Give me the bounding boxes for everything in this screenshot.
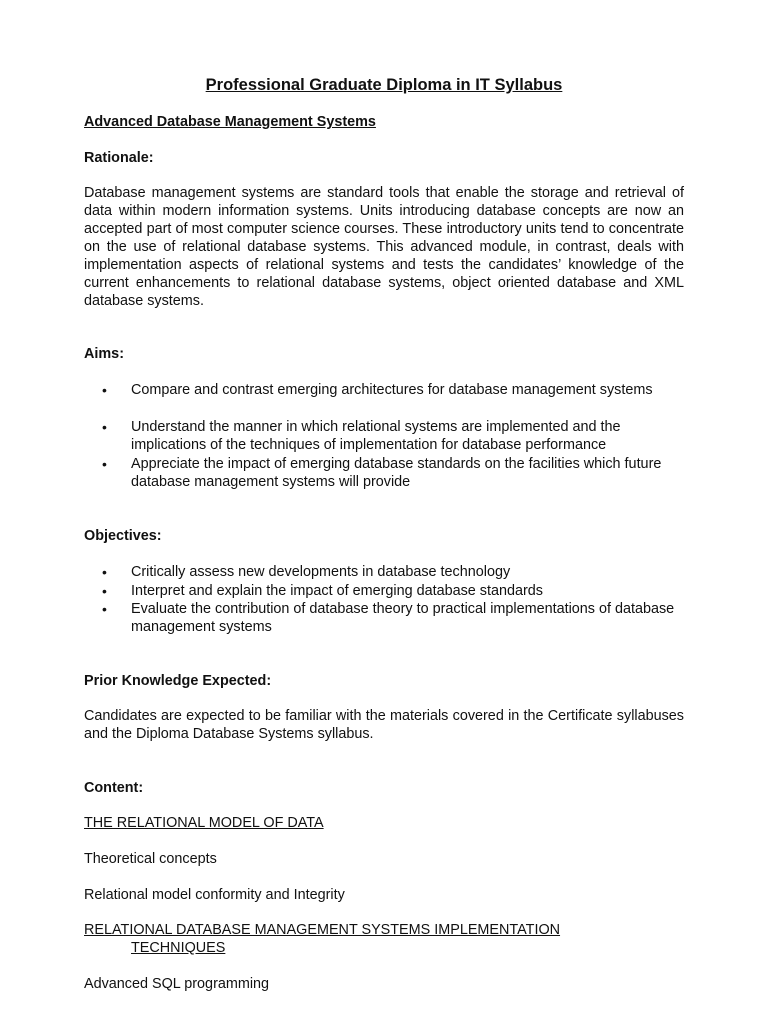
content-item: Relational model conformity and Integrity [84, 887, 345, 903]
bullet-icon: • [102, 601, 107, 617]
module-title: Advanced Database Management Systems [84, 114, 376, 130]
bullet-icon: • [102, 564, 107, 580]
prior-knowledge-heading: Prior Knowledge Expected: [84, 673, 272, 689]
objectives-item: Evaluate the contribution of database theory to practical implementations of database management systems [131, 601, 675, 635]
page-title: Professional Graduate Diploma in IT Syllabus [205, 76, 563, 94]
content-heading: Content: [84, 780, 144, 796]
objectives-item: Critically assess new developments in database technology [131, 564, 511, 580]
aims-heading: Aims: [84, 346, 124, 362]
section-title: RELATIONAL DATABASE MANAGEMENT SYSTEMS IMPLEMENTATION [84, 922, 561, 938]
bullet-icon: • [102, 456, 107, 472]
section-title-continued: TECHNIQUES [131, 940, 226, 956]
aims-item: Understand the manner in which relational systems are implemented and the implications of the techniques of implementation for database performance [131, 419, 621, 453]
rationale-heading: Rationale: [84, 150, 154, 166]
content-item: Theoretical concepts [84, 851, 217, 867]
rationale-paragraph: Database management systems are standard tools that enable the storage and retrieval of data within modern information systems. Units introducing database concepts are now an accepted part of most computer science courses. These introductory units tend to concentrate on the use of relational database systems. This advanced module, in contrast, deals with implementation aspects of relational systems and tests the candidates’ knowledge of the current enhancements to relational database systems, object oriented database and XML database systems. [84, 185, 684, 309]
objectives-item: Interpret and explain the impact of emerging database standards [131, 583, 543, 599]
bullet-icon: • [102, 419, 107, 435]
aims-item: Compare and contrast emerging architectures for database management systems [131, 382, 653, 398]
section-title: THE RELATIONAL MODEL OF DATA [84, 815, 324, 831]
bullet-icon: • [102, 583, 107, 599]
content-item: Advanced SQL programming [84, 976, 270, 992]
prior-knowledge-paragraph: Candidates are expected to be familiar with the materials covered in the Certificate syllabuses and the Diploma Database Systems syllabus. [84, 708, 684, 742]
bullet-icon: • [102, 382, 107, 398]
objectives-heading: Objectives: [84, 528, 162, 544]
aims-item: Appreciate the impact of emerging database standards on the facilities which future database management systems will provide [131, 456, 662, 490]
